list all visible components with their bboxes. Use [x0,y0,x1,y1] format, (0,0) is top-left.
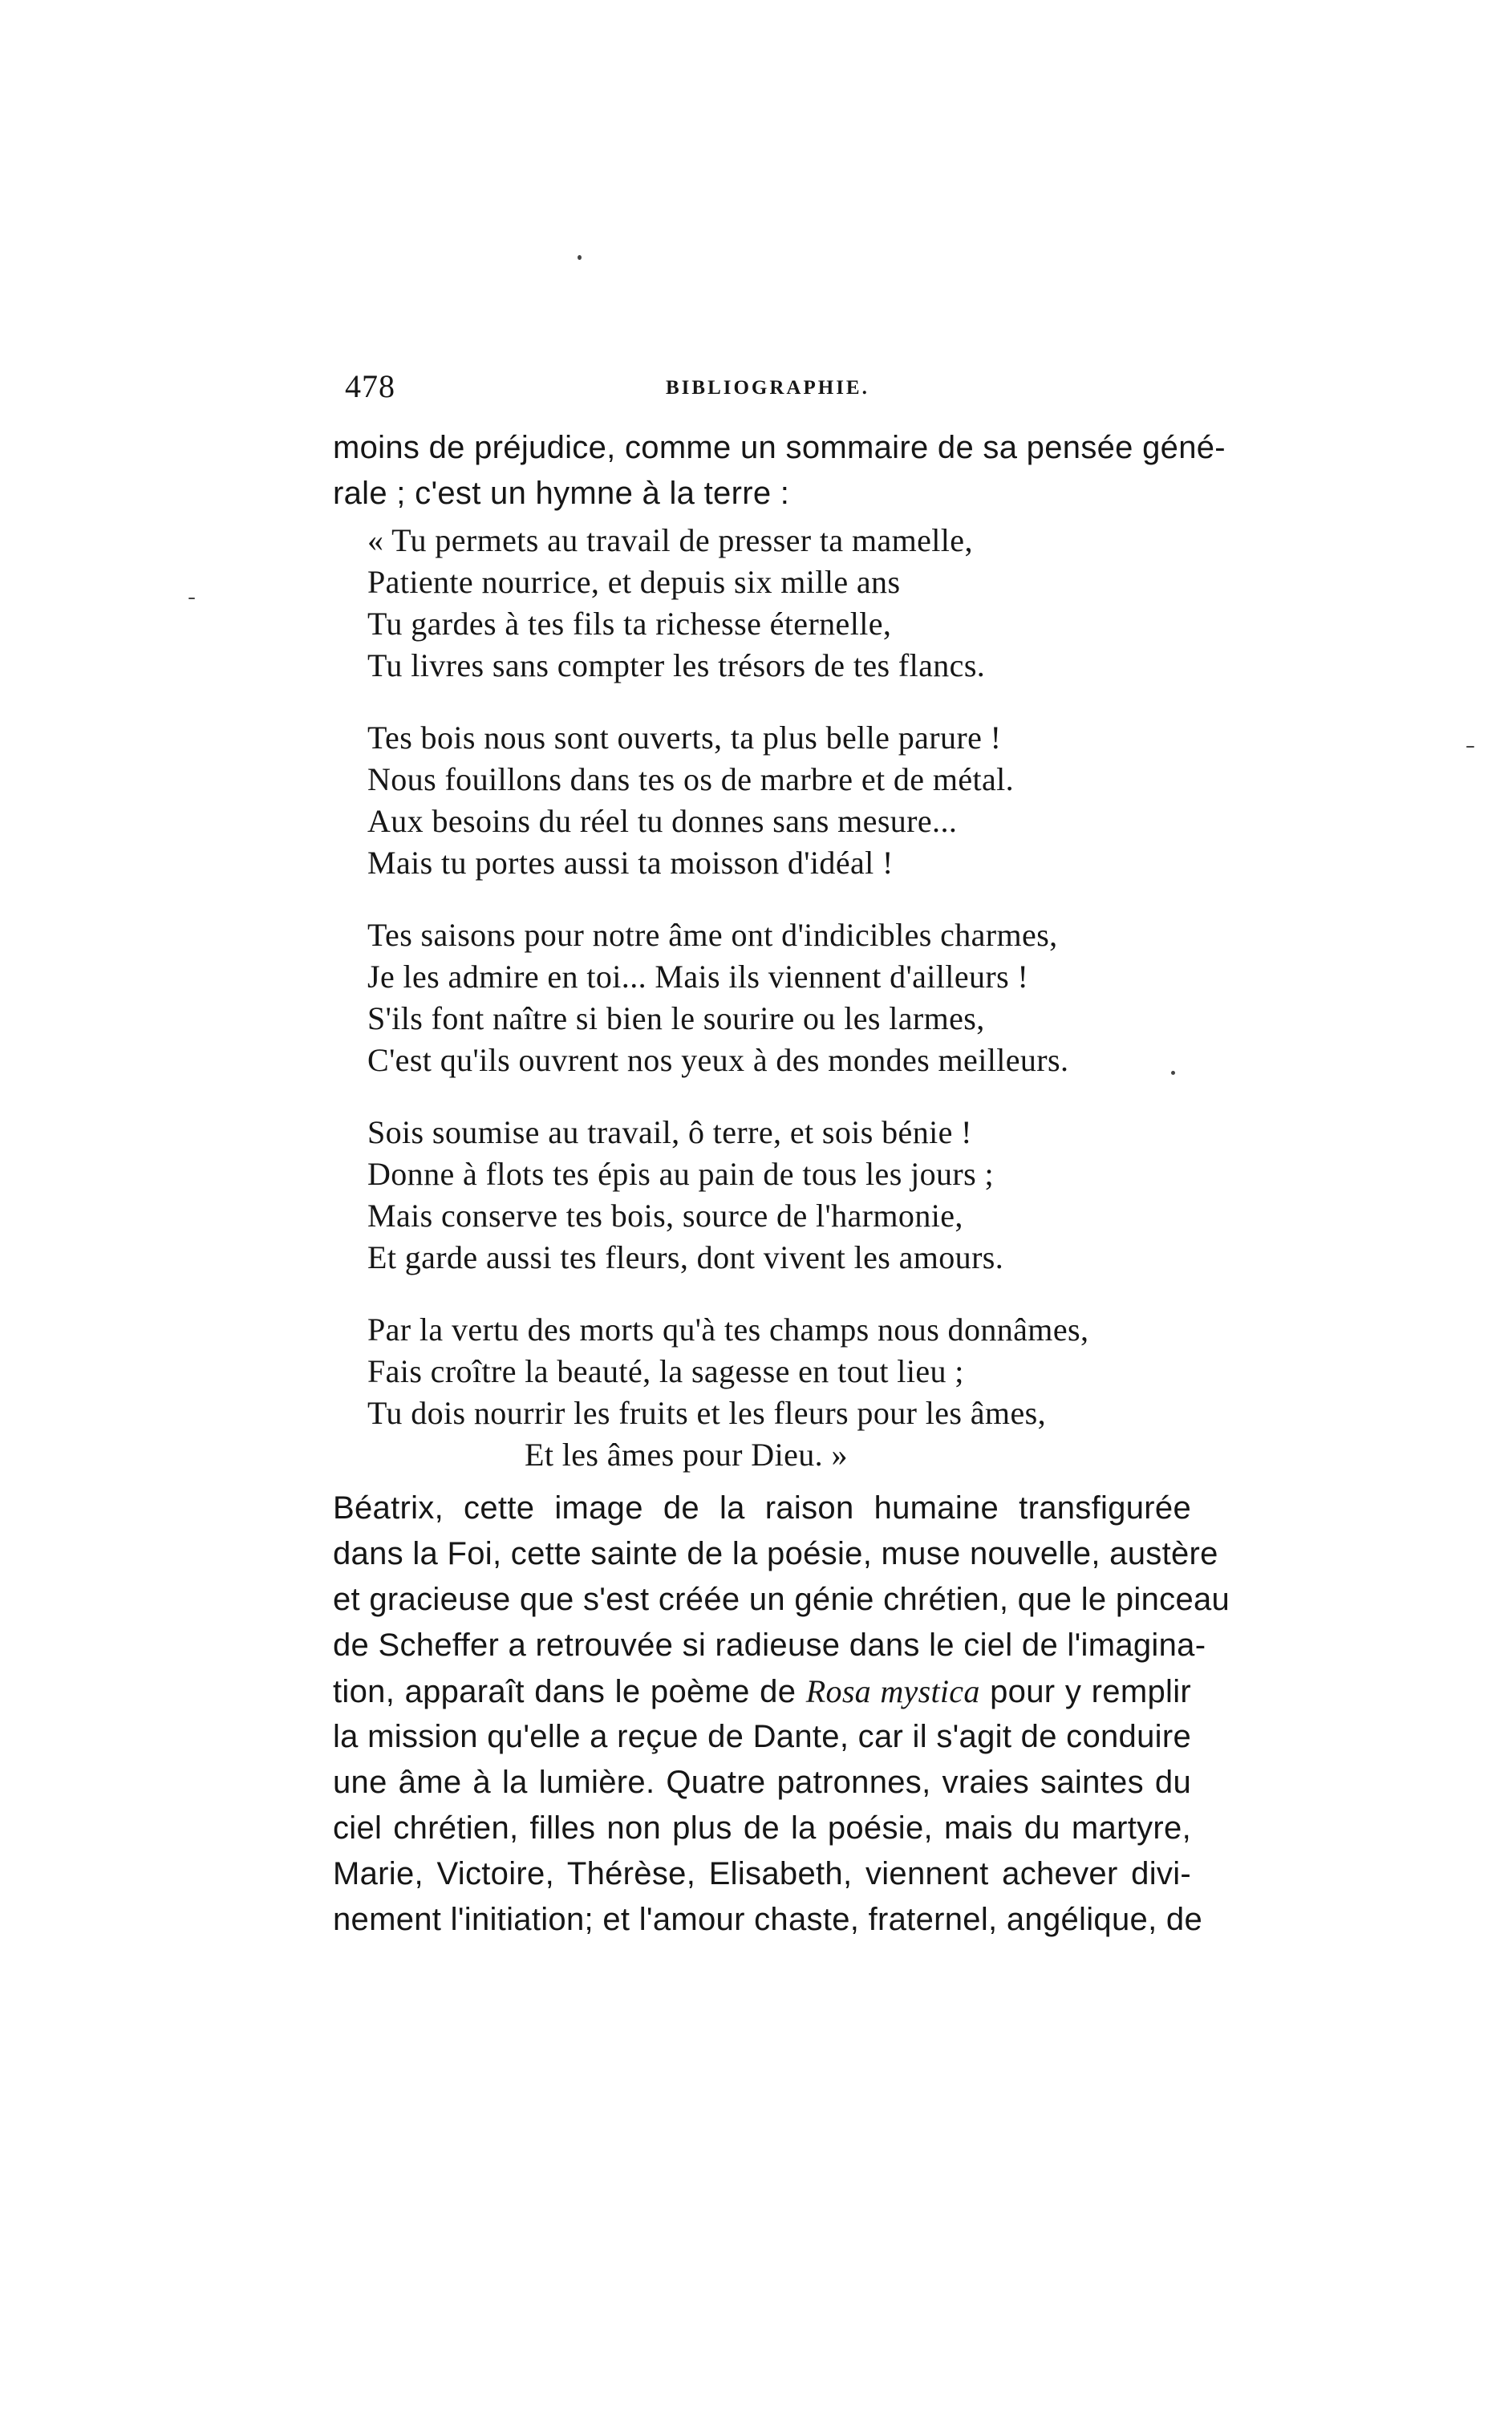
poem-verse: Tes saisons pour notre âme ont d'indicibles charmes, [367,917,1058,953]
poem-stanza [367,520,1169,687]
body-line-with-title [333,1668,1191,1714]
poem-verse: Mais tu portes aussi ta moisson d'idéal ! [367,845,894,881]
poem-verse: Patiente nourrice, et depuis six mille ans [367,564,901,600]
poem-verse: Tu gardes à tes fils ta richesse éternelle, [367,606,892,642]
paper-speck [1171,1071,1175,1075]
poem-verse: Mais conserve tes bois, source de l'harmonie, [367,1198,963,1234]
poem-verse: Nous fouillons dans tes os de marbre et de métal. [367,761,1015,797]
poem-verse: Et garde aussi tes fleurs, dont vivent les amours. [367,1239,1004,1275]
body-text: tion, apparaît dans le poème de [333,1674,797,1709]
body-line: Marie, Victoire, Thérèse, Elisabeth, viennent achever divi- [333,1856,1191,1891]
paper-speck [578,255,582,260]
poem-verse: Je les admire en toi... Mais ils viennent d'ailleurs ! [367,959,1029,995]
body-line: la mission qu'elle a reçue de Dante, car il s'agit de conduire [333,1719,1192,1754]
poem-verse: Fais croître la beauté, la sagesse en tout lieu ; [367,1353,964,1389]
intro-line: moins de préjudice, comme un sommaire de sa pensée géné- [333,430,1226,465]
poem-verse: S'ils font naître si bien le sourire ou les larmes, [367,1000,985,1036]
poem-stanza [367,1309,1169,1476]
poem-verse: Par la vertu des morts qu'à tes champs nous donnâmes, [367,1311,1089,1348]
intro-line: rale ; c'est un hymne à la terre : [333,476,790,511]
poem-verse: Tu livres sans compter les trésors de tes flancs. [367,647,986,683]
poem-quotation [367,520,1169,1476]
poem-verse: Aux besoins du réel tu donnes sans mesure... [367,803,958,839]
poem-verse: Tu dois nourrir les fruits et les fleurs pour les âmes, [367,1395,1046,1431]
paper-speck [188,598,195,599]
poem-closing-verse: Et les âmes pour Dieu. » [525,1437,848,1473]
intro-paragraph [333,425,1226,517]
body-line: dans la Foi, cette sainte de la poésie, muse nouvelle, austère [333,1536,1218,1571]
body-line: ciel chrétien, filles non plus de la poésie, mais du martyre, [333,1810,1191,1846]
page-number: 478 [345,368,395,404]
poem-verse: Tes bois nous sont ouverts, ta plus belle parure ! [367,720,1002,756]
body-line: Béatrix, cette image de la raison humaine transfigurée [333,1490,1191,1526]
poem-stanza [367,717,1169,884]
body-line: nement l'initiation; et l'amour chaste, fraternel, angélique, de [333,1902,1202,1937]
page-header [345,367,1203,416]
poem-verse: Sois soumise au travail, ô terre, et sois bénie ! [367,1114,972,1150]
work-title: Rosa mystica [805,1673,980,1709]
body-paragraph [333,1486,1230,1943]
running-head: BIBLIOGRAPHIE. [666,377,870,399]
body-line: et gracieuse que s'est créée un génie chrétien, que le pinceau [333,1582,1230,1617]
body-line: de Scheffer a retrouvée si radieuse dans le ciel de l'imagina- [333,1628,1206,1663]
poem-verse: C'est qu'ils ouvrent nos yeux à des mondes meilleurs. [367,1042,1069,1078]
body-text: pour y remplir [990,1674,1191,1709]
body-line: une âme à la lumière. Quatre patronnes, vraies saintes du [333,1765,1191,1800]
poem-verse: Donne à flots tes épis au pain de tous les jours ; [367,1156,994,1192]
paper-speck [1466,746,1474,748]
poem-verse: « Tu permets au travail de presser ta mamelle, [367,522,973,558]
poem-stanza [367,1112,1169,1279]
poem-stanza [367,914,1169,1081]
